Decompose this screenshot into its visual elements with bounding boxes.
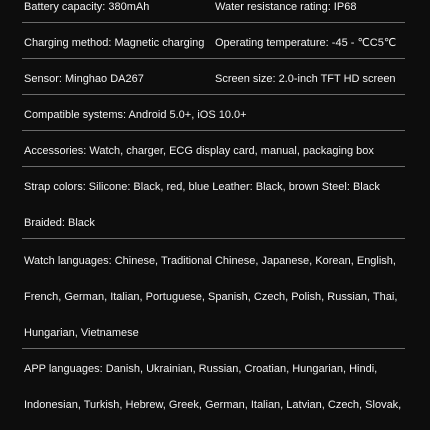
spec-accessories: Accessories: Watch, charger, ECG display card, manual, packaging box bbox=[24, 145, 374, 157]
row-divider bbox=[22, 130, 405, 131]
spec-sensor: Sensor: Minghao DA267 bbox=[24, 73, 144, 85]
spec-screen-size: Screen size: 2.0-inch TFT HD screen bbox=[215, 73, 396, 85]
spec-battery-capacity: Battery capacity: 380mAh bbox=[24, 1, 150, 13]
spec-app-languages: APP languages: Danish, Ukrainian, Russian, Croatian, Hungarian, Hindi, bbox=[24, 363, 378, 375]
spec-watch-languages: Watch languages: Chinese, Traditional Chinese, Japanese, Korean, English, bbox=[24, 255, 396, 267]
spec-compatible-systems: Compatible systems: Android 5.0+, iOS 10.0+ bbox=[24, 109, 247, 121]
spec-strap-colors: Strap colors: Silicone: Black, red, blue Leather: Black, brown Steel: Black bbox=[24, 181, 380, 193]
row-divider bbox=[22, 94, 405, 95]
spec-watch-languages-end: Hungarian, Vietnamese bbox=[24, 327, 139, 339]
spec-strap-braided: Braided: Black bbox=[24, 217, 95, 229]
spec-operating-temperature: Operating temperature: -45 - ℃C5℃ bbox=[215, 37, 397, 49]
spec-water-resistance: Water resistance rating: IP68 bbox=[215, 1, 357, 13]
spec-app-languages-cont: Indonesian, Turkish, Hebrew, Greek, German, Italian, Latvian, Czech, Slovak, bbox=[24, 399, 402, 411]
row-divider bbox=[22, 348, 405, 349]
row-divider bbox=[22, 238, 405, 239]
spec-watch-languages-cont: French, German, Italian, Portuguese, Spanish, Czech, Polish, Russian, Thai, bbox=[24, 291, 398, 303]
row-divider bbox=[22, 166, 405, 167]
spec-charging-method: Charging method: Magnetic charging bbox=[24, 37, 205, 49]
row-divider bbox=[22, 22, 405, 23]
row-divider bbox=[22, 58, 405, 59]
